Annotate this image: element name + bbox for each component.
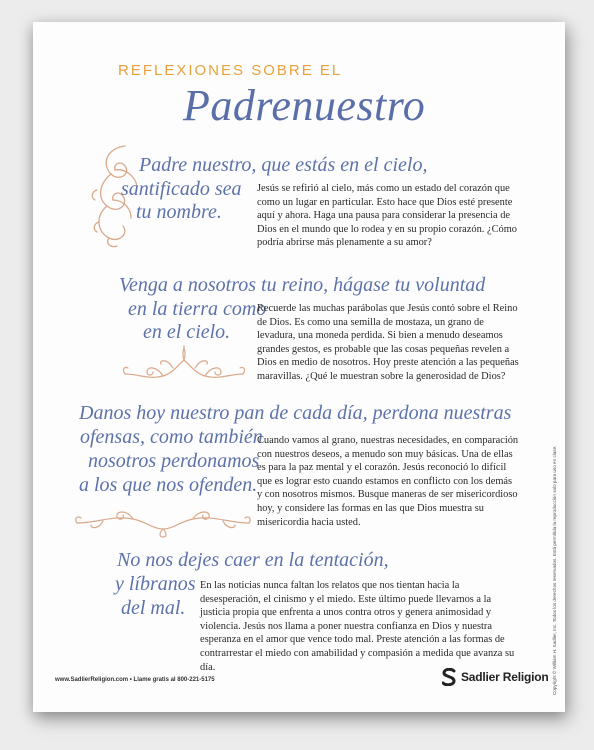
- heading-line: nosotros perdonamos: [88, 450, 260, 472]
- scroll-ornament: [73, 505, 253, 539]
- brand-name: Sadlier Religion: [461, 670, 549, 684]
- sadlier-s-icon: [442, 668, 456, 686]
- section-body-4: En las noticias nunca faltan los relatos que nos tientan hacia la desesperación, el cinismo y el miedo. Este último puede llevarnos a la justicia propia que enfrenta a unos contra otros y genera animosidad y violencia. Jesús nos llama a poner nuestra confianza en Dios y nuestra esperanza en el amor que vence todo mal. Preste atención a las formas de contrarrestar el miedo con amabilidad y compasión a medida que avanza su día.: [200, 580, 515, 673]
- pre-title: REFLEXIONES SOBRE EL: [118, 62, 343, 79]
- page-title: Padrenuestro: [183, 81, 426, 130]
- heading-line: ofensas, como también: [80, 426, 263, 448]
- heading-line: Padre nuestro, que estás en el cielo,: [139, 154, 428, 176]
- copyright-text: Copyright © William H. Sadlier, Inc. Todos los derechos reservados. Está permitida la reproducción solo para uso en clase.: [552, 445, 557, 695]
- heading-line: No nos dejes caer en la tentación,: [117, 549, 389, 571]
- heading-line: santificado sea: [121, 178, 242, 200]
- heading-line: en la tierra como: [128, 298, 267, 320]
- section-body-2: Recuerde las muchas parábolas que Jesús contó sobre el Reino de Dios. Es como una semilla de mostaza, un grano de levadura, una moneda perdida. Si bien a menudo deseamos grandes gestos, es probable que las cosas pequeñas revelen a Dios en medio de nosotros. Hoy preste atención a las pequeñas maravillas. ¿Qué le muestran sobre la generosidad de Dios?: [257, 303, 519, 382]
- scroll-ornament: [119, 344, 249, 384]
- heading-line: en el cielo.: [143, 321, 231, 343]
- heading-line: del mal.: [121, 597, 186, 619]
- heading-line: tu nombre.: [136, 201, 222, 223]
- section-body-1: Jesús se refirió al cielo, más como un estado del corazón que como un lugar en particular. Esto hace que Dios esté presente aquí y ahora. Haga una pausa para considerar la presencia de Dios en el mundo que lo rodea y en su propio corazón. ¿Cómo podría abrirse más plenamente a su amor?: [257, 183, 517, 249]
- copyright-notice: [544, 215, 557, 695]
- heading-line: a los que nos ofenden.: [79, 474, 258, 496]
- worksheet-page: [33, 22, 565, 712]
- heading-line: y líbranos: [115, 573, 196, 595]
- footer-contact: www.SadlierReligion.com • Llame gratis al 800-221-5175: [55, 677, 215, 683]
- section-body-3: Cuando vamos al grano, nuestras necesidades, en comparación con nuestros deseos, a menudo son muy básicas. Una de ellas es para la paz mental y el corazón. Jesús reconoció lo difícil que es lograr esto cuando estamos en conflicto con los demás y con nosotros mismos. Busque maneras de ser misericordioso hoy, y considere las formas en las que Dios muestra su misericordia hacia usted.: [257, 435, 519, 528]
- heading-line: Venga a nosotros tu reino, hágase tu voluntad: [119, 274, 486, 296]
- heading-line: Danos hoy nuestro pan de cada día, perdona nuestras: [79, 402, 512, 424]
- publisher-logo: [442, 668, 549, 686]
